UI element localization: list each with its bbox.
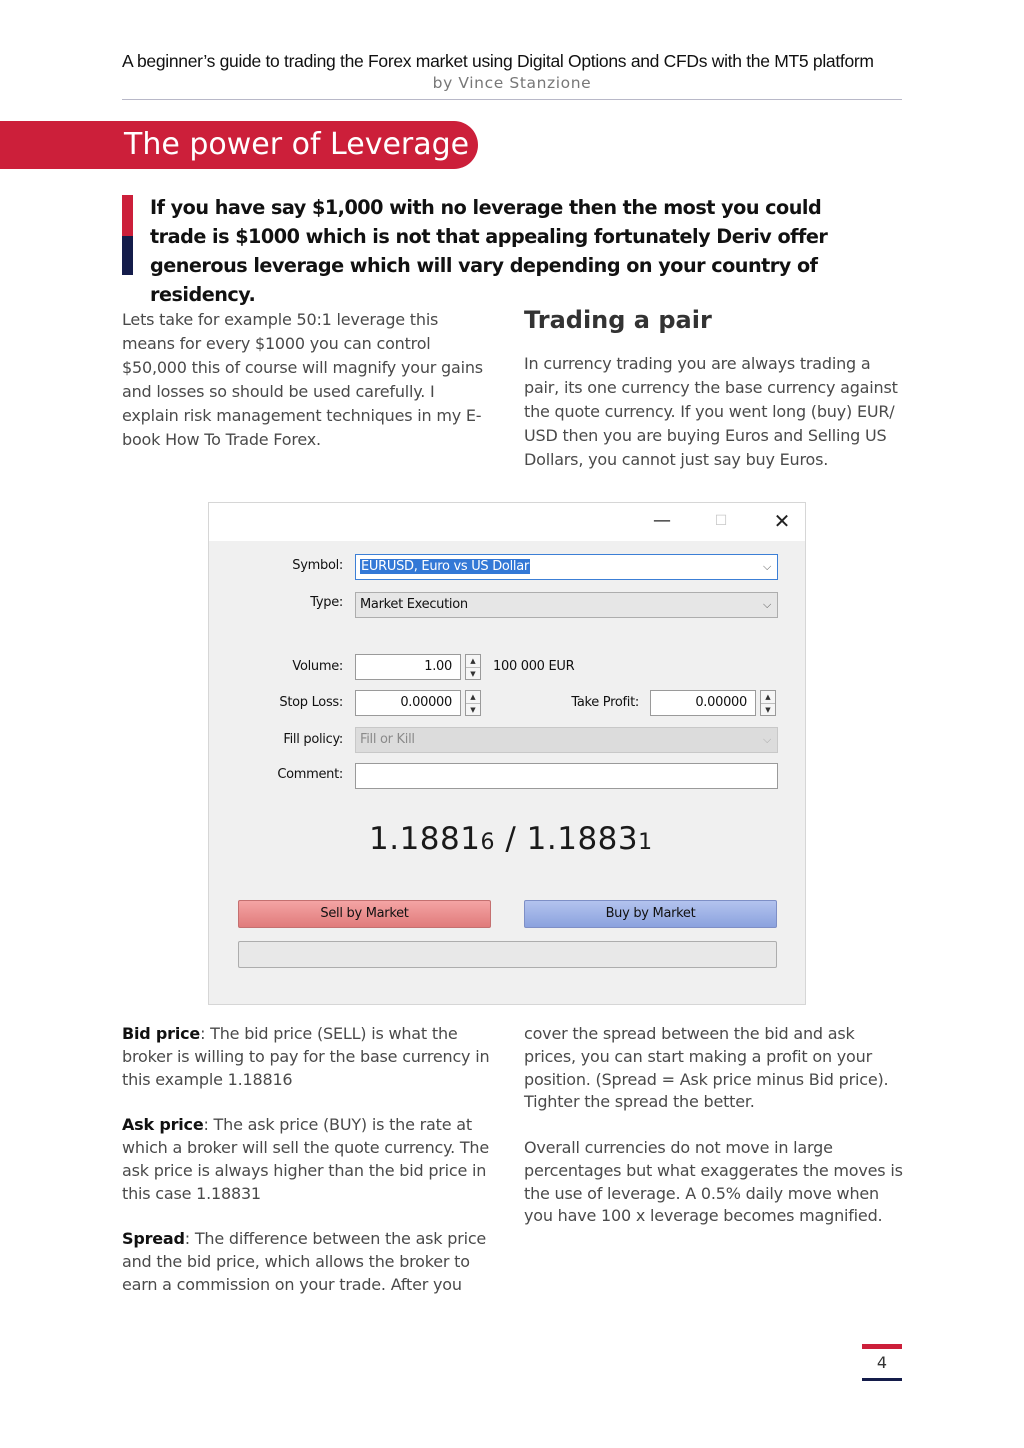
volume-stepper[interactable] [465, 654, 481, 680]
spread-continued: cover the spread between the bid and ask prices, you can start making a profit on your position. (Spread = Ask price minus Bid price). Tighter the spread the better. [524, 1024, 889, 1112]
section-banner [0, 121, 478, 169]
symbol-value: EURUSD, Euro vs US Dollar [361, 559, 529, 574]
spread-text: : The difference between the ask price and the bid price, which allows the broker to earn a commission on your trade. After you [122, 1229, 487, 1294]
fill-policy-select[interactable] [355, 727, 778, 753]
chevron-down-icon: ⌵ [762, 560, 771, 573]
ask-definition [122, 1114, 502, 1205]
step-down-icon[interactable]: ▼ [466, 667, 480, 680]
trading-pair-text: In currency trading you are always trading a pair, its one currency the base currency against the quote currency. If you went long (buy) EUR/ USD then you are buying Euros and Selling US Dollars, you cannot just say buy Euros. [524, 354, 898, 469]
status-bar [238, 941, 777, 968]
order-dialog [208, 502, 806, 1005]
take-profit-input[interactable]: 0.00000 [650, 690, 756, 716]
page-number-accent-navy [862, 1378, 902, 1381]
fill-policy-label: Fill policy: [283, 732, 343, 747]
sell-by-market-button[interactable]: Sell by Market [238, 900, 491, 928]
step-up-icon[interactable]: ▲ [470, 657, 476, 665]
type-value: Market Execution [360, 597, 468, 612]
step-down-icon[interactable]: ▼ [466, 703, 480, 716]
right-column [524, 1023, 904, 1251]
comment-label: Comment: [277, 767, 343, 782]
document-author: by Vince Stanzione [432, 74, 592, 92]
fill-policy-value: Fill or Kill [360, 732, 415, 747]
spread-definition [122, 1228, 502, 1296]
volume-label: Volume: [292, 659, 343, 674]
type-label: Type: [310, 595, 343, 610]
stop-loss-stepper[interactable] [465, 690, 481, 716]
maximize-icon[interactable]: ☐ [714, 513, 728, 529]
trading-pair-heading: Trading a pair [524, 306, 712, 334]
step-up-icon[interactable]: ▲ [470, 693, 476, 701]
spread-term: Spread [122, 1229, 185, 1249]
volume-input[interactable]: 1.00 [355, 654, 461, 680]
bid-text: : The bid price (SELL) is what the broker is willing to pay for the base currency in this example 1.18816 [122, 1024, 490, 1089]
bid-definition [122, 1023, 502, 1091]
stop-loss-input[interactable]: 0.00000 [355, 690, 461, 716]
buy-by-market-button[interactable]: Buy by Market [524, 900, 777, 928]
chevron-down-icon: ⌵ [762, 598, 771, 611]
definitions-column [122, 1023, 502, 1319]
type-select[interactable] [355, 592, 778, 618]
bid-price-main: 1.1881 [369, 821, 481, 857]
page-number-accent-red [862, 1344, 902, 1349]
bid-ask-prices [369, 821, 653, 857]
comment-input[interactable] [355, 763, 778, 789]
bid-term: Bid price [122, 1024, 201, 1043]
ask-price-main: 1.1883 [526, 821, 639, 857]
ask-text: : The ask price (BUY) is the rate at which a broker will sell the quote currency. The ask price is always higher than the bid price in this case 1.18831 [122, 1115, 490, 1203]
symbol-label: Symbol: [292, 558, 343, 573]
step-up-icon[interactable]: ▲ [765, 693, 771, 701]
price-separator: / [494, 821, 527, 857]
dialog-titlebar [209, 503, 805, 541]
take-profit-label: Take Profit: [571, 695, 639, 710]
header-divider [122, 99, 902, 100]
quote-accent-red [122, 195, 133, 236]
quote-accent-navy [122, 236, 133, 275]
symbol-select[interactable] [355, 554, 778, 580]
intro-paragraph: Lets take for example 50:1 leverage this means for every $1000 you can control $50,000 this of course will magnify your gains and losses so should be used carefully. I explain risk management techniques in my E-book How To Trade Forex. [122, 310, 483, 449]
volume-hint: 100 000 EUR [493, 659, 575, 674]
document-title: A beginner’s guide to trading the Forex market using Digital Options and CFDs with the MT5 platform [122, 51, 874, 71]
step-down-icon[interactable]: ▼ [761, 703, 775, 716]
ask-term: Ask price [122, 1115, 204, 1135]
page-number: 4 [876, 1353, 888, 1372]
pull-quote: If you have say $1,000 with no leverage then the most you could trade is $1000 which is not that appealing fortunately Deriv offer generous leverage which will vary depending on your country of residency. [150, 196, 828, 306]
chevron-down-icon: ⌵ [762, 733, 771, 746]
stop-loss-label: Stop Loss: [279, 695, 343, 710]
close-icon[interactable]: ✕ [773, 509, 791, 533]
section-title: The power of Leverage [124, 127, 470, 162]
take-profit-stepper[interactable] [760, 690, 776, 716]
ask-price-last-digit: 1 [638, 830, 653, 855]
minimize-icon[interactable]: — [653, 510, 671, 531]
bid-price-last-digit: 6 [480, 830, 495, 855]
leverage-paragraph: Overall currencies do not move in large percentages but what exaggerates the moves is the use of leverage. A 0.5% daily move when you have 100 x leverage becomes magnified. [524, 1137, 903, 1226]
